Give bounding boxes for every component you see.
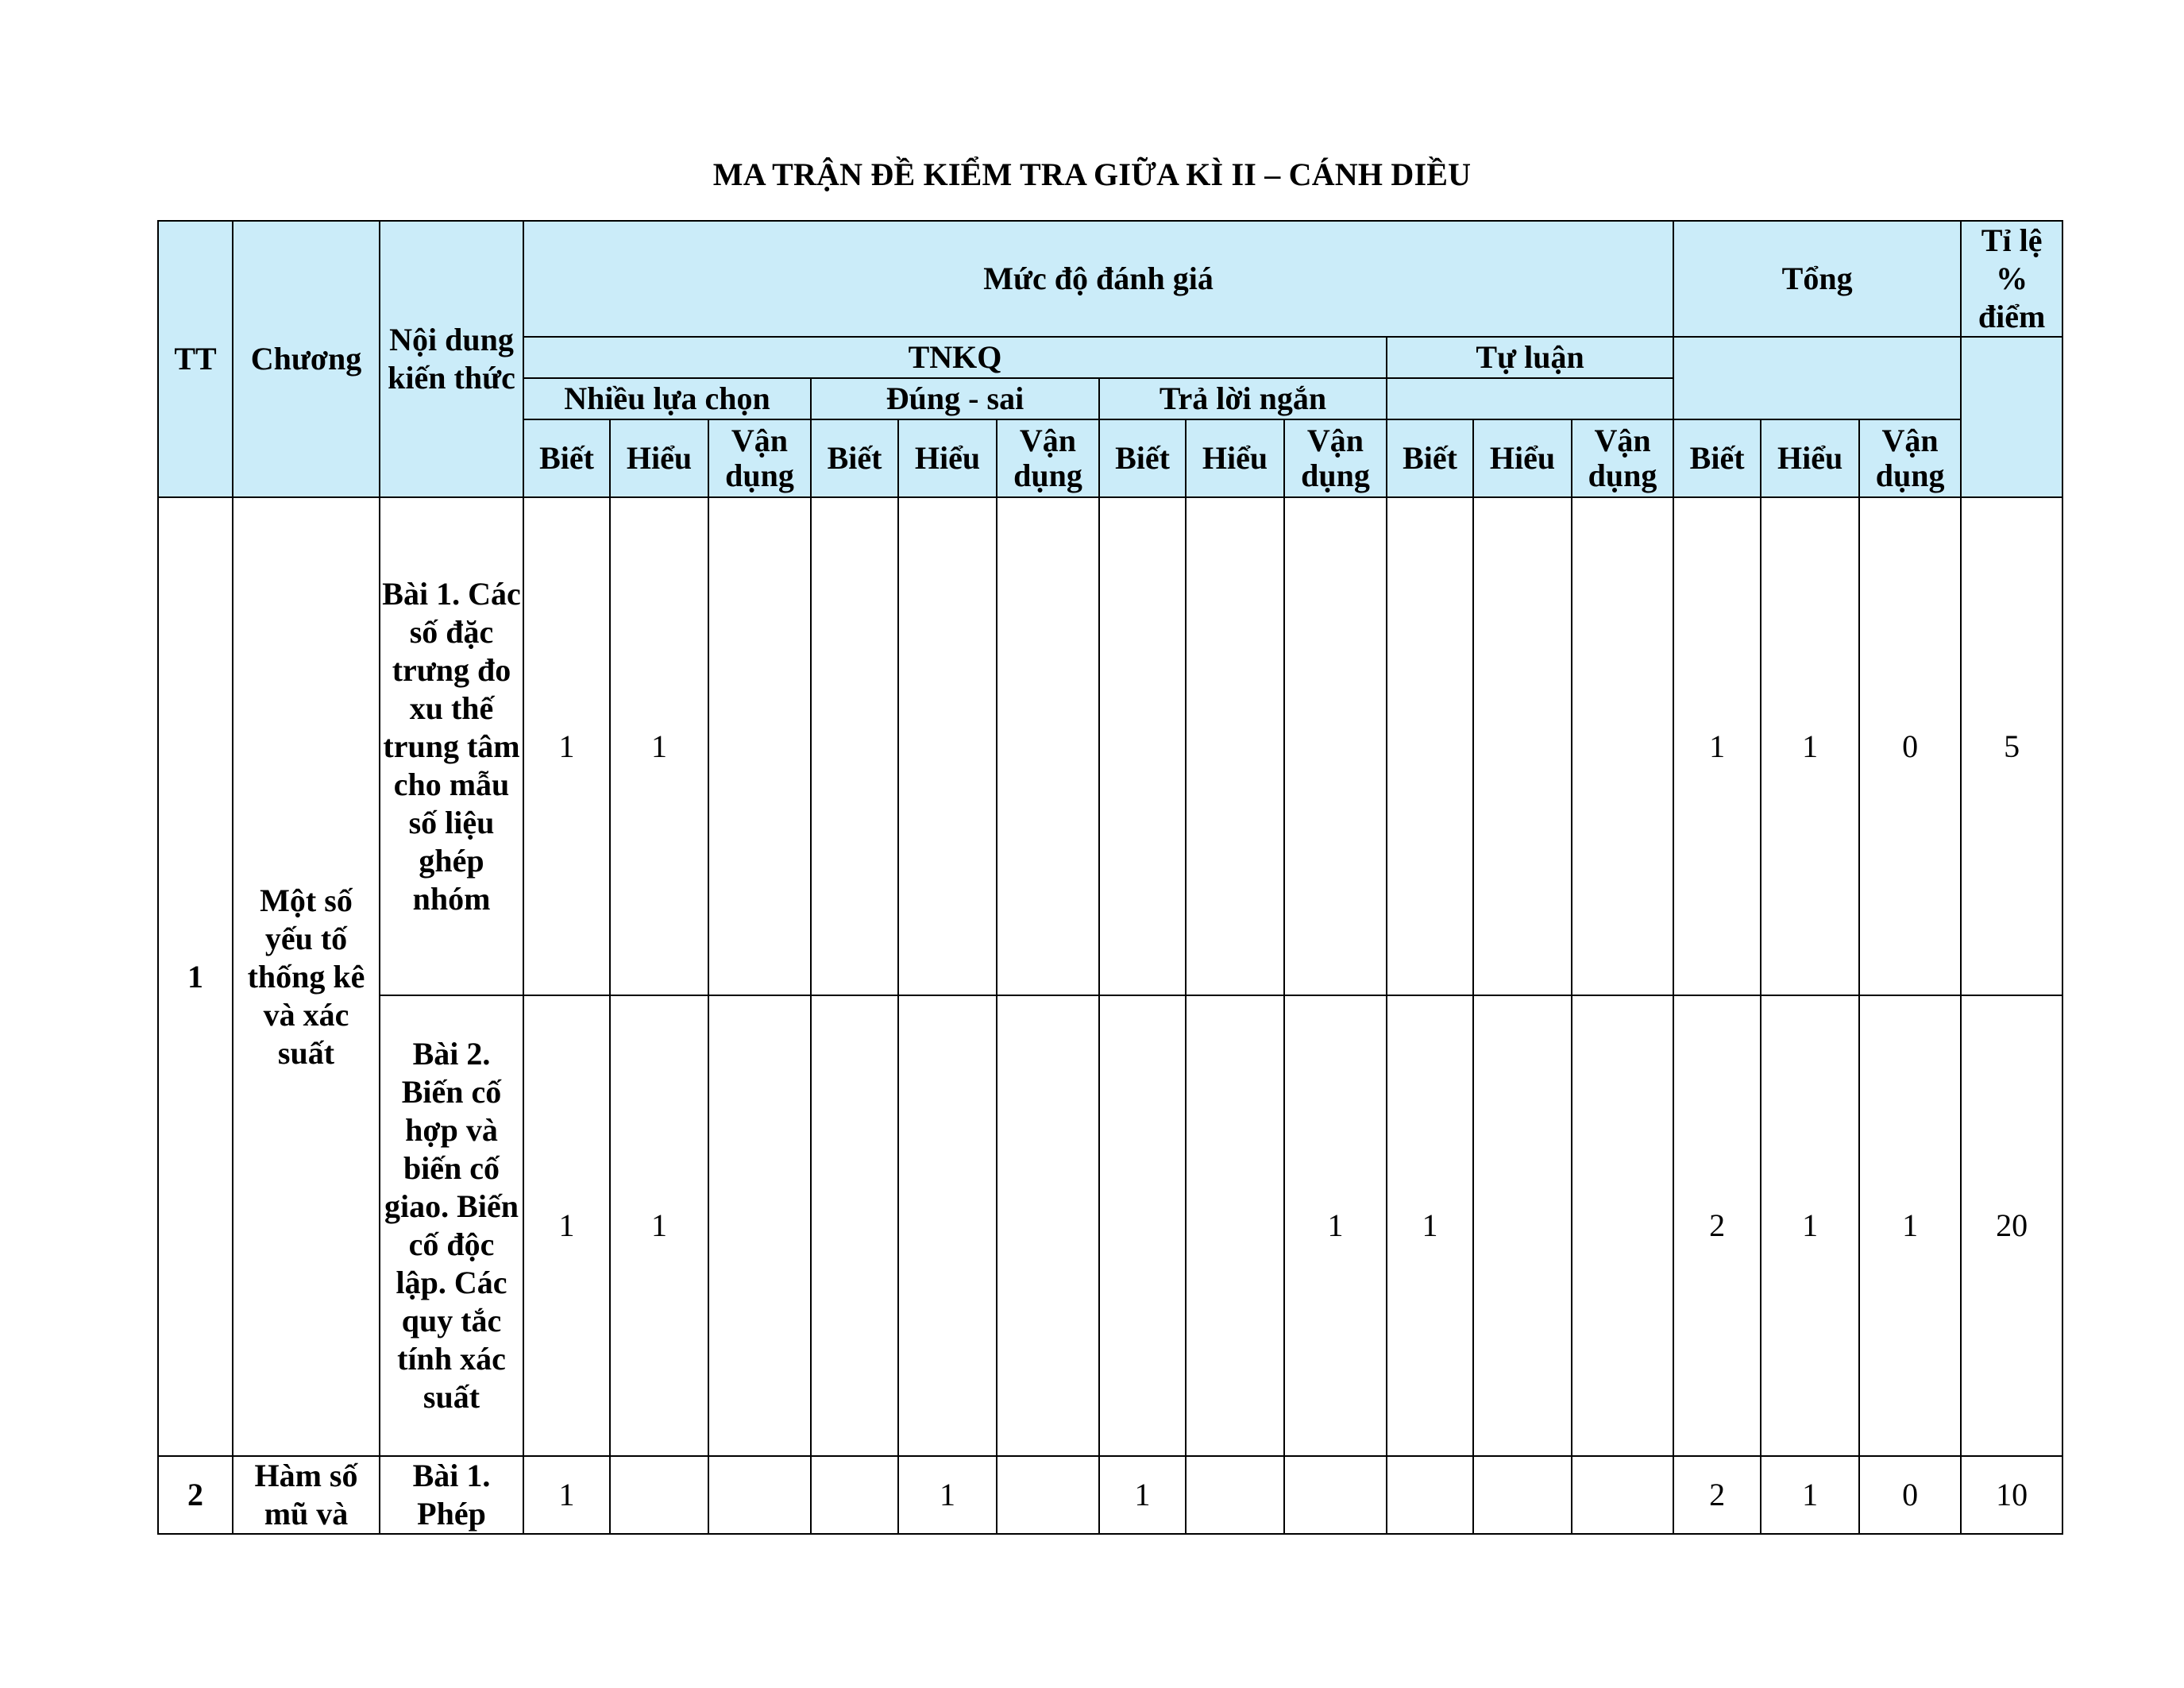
level-header: Biết (811, 419, 898, 497)
header-tra-loi-ngan: Trả lời ngắn (1099, 378, 1387, 419)
table-cell (1387, 497, 1473, 995)
table-cell: 1 (610, 497, 708, 995)
table-cell (1186, 995, 1284, 1456)
header-ti-le: Tỉ lệ % điểm (1961, 221, 2062, 337)
table-cell (1099, 995, 1186, 1456)
table-cell: 2 (1673, 995, 1761, 1456)
table-row (158, 497, 2062, 995)
table-cell (1572, 497, 1673, 995)
table-cell (811, 1456, 898, 1534)
table-cell (1284, 497, 1387, 995)
table-cell: 10 (1961, 1456, 2062, 1534)
table-cell (610, 1456, 708, 1534)
table-cell (1186, 1456, 1284, 1534)
level-header: Vận dụng (1859, 419, 1961, 497)
header-muc-do: Mức độ đánh giá (523, 221, 1673, 337)
table-cell (811, 497, 898, 995)
table-cell: 1 (1859, 995, 1961, 1456)
table-cell: 5 (1961, 497, 2062, 995)
header-tu-luan: Tự luận (1387, 337, 1673, 378)
table-cell (1572, 1456, 1673, 1534)
header-ti-le-blank (1961, 337, 2062, 497)
level-header: Hiểu (898, 419, 997, 497)
level-header: Hiểu (610, 419, 708, 497)
level-header: Hiểu (1473, 419, 1572, 497)
header-tt: TT (158, 221, 233, 497)
table-cell: 1 (1761, 497, 1859, 995)
table-cell (898, 995, 997, 1456)
table-cell (1473, 995, 1572, 1456)
header-tong: Tổng (1673, 221, 1961, 337)
table-cell (1284, 1456, 1387, 1534)
table-cell (708, 995, 811, 1456)
table-cell: 1 (523, 995, 610, 1456)
table-cell: 1 (523, 497, 610, 995)
level-header: Biết (523, 419, 610, 497)
level-header: Biết (1387, 419, 1473, 497)
level-header: Vận dụng (1284, 419, 1387, 497)
row-chuong: Một số yếu tố thống kê và xác suất (233, 497, 380, 1456)
table-cell: 1 (1673, 497, 1761, 995)
table-cell: 2 (1673, 1456, 1761, 1534)
table-cell: 1 (1761, 1456, 1859, 1534)
level-header: Vận dụng (997, 419, 1099, 497)
header-dung-sai: Đúng - sai (811, 378, 1099, 419)
table-cell (997, 497, 1099, 995)
assessment-matrix-table (157, 220, 2063, 1535)
table-cell: 1 (1099, 1456, 1186, 1534)
header-nhieu-lua-chon: Nhiều lựa chọn (523, 378, 811, 419)
row-tt: 1 (158, 497, 233, 1456)
header-chuong: Chương (233, 221, 380, 497)
table-cell (997, 1456, 1099, 1534)
table-cell: 1 (1761, 995, 1859, 1456)
table-cell: 1 (898, 1456, 997, 1534)
header-tnkq: TNKQ (523, 337, 1387, 378)
level-header: Vận dụng (708, 419, 811, 497)
header-tong-blank (1673, 337, 1961, 419)
table-cell: 1 (1284, 995, 1387, 1456)
table-cell: 1 (610, 995, 708, 1456)
table-cell: 0 (1859, 1456, 1961, 1534)
table-cell: 20 (1961, 995, 2062, 1456)
level-header: Vận dụng (1572, 419, 1673, 497)
table-cell (1387, 1456, 1473, 1534)
table-row (158, 995, 2062, 1456)
row-noi-dung: Bài 1. Các số đặc trưng đo xu thế trung tâm cho mẫu số liệu ghép nhóm (380, 497, 523, 995)
table-row (158, 1456, 2062, 1534)
level-header: Biết (1673, 419, 1761, 497)
level-header: Hiểu (1186, 419, 1284, 497)
row-noi-dung: Bài 2. Biến cố hợp và biến cố giao. Biến cố độc lập. Các quy tắc tính xác suất (380, 995, 523, 1456)
table-cell (997, 995, 1099, 1456)
table-cell (1186, 497, 1284, 995)
header-tu-luan-blank (1387, 378, 1673, 419)
table-cell (1473, 1456, 1572, 1534)
table-cell: 1 (1387, 995, 1473, 1456)
table-cell: 0 (1859, 497, 1961, 995)
table-cell (1572, 995, 1673, 1456)
table-cell: 1 (523, 1456, 610, 1534)
table-cell (811, 995, 898, 1456)
table-cell (708, 497, 811, 995)
level-header: Hiểu (1761, 419, 1859, 497)
table-cell (1473, 497, 1572, 995)
row-tt: 2 (158, 1456, 233, 1534)
row-chuong: Hàm số mũ và (233, 1456, 380, 1534)
level-header: Biết (1099, 419, 1186, 497)
header-noi-dung: Nội dung kiến thức (380, 221, 523, 497)
table-cell (708, 1456, 811, 1534)
row-noi-dung: Bài 1. Phép (380, 1456, 523, 1534)
table-cell (898, 497, 997, 995)
table-cell (1099, 497, 1186, 995)
page-title: MA TRẬN ĐỀ KIỂM TRA GIỮA KÌ II – CÁNH DIỀU (712, 156, 1472, 192)
